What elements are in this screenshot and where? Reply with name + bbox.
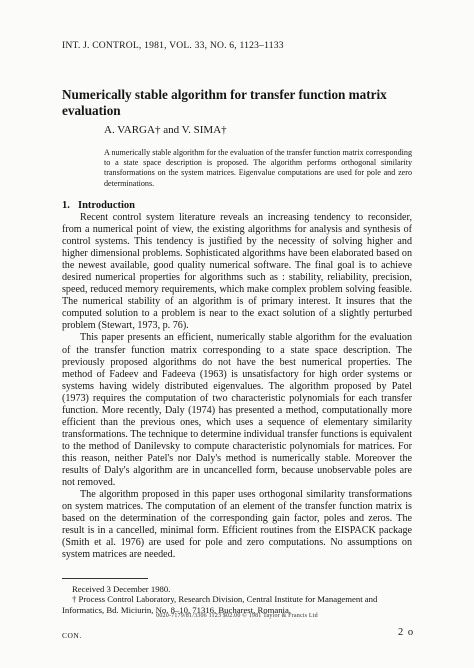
running-head: INT. J. CONTROL, 1981, VOL. 33, NO. 6, 1123–1133 bbox=[62, 40, 284, 51]
abstract: A numerically stable algorithm for the evaluation of the transfer function matrix corresponding to a state space description is proposed. The algorithm performs orthogonal similarity transformations on the system matrices. Eigenvalue computations are used for pole and zero determinations. bbox=[104, 148, 412, 188]
signature-mark: 2 o bbox=[398, 627, 415, 638]
authors: A. VARGA† and V. SIMA† bbox=[104, 124, 227, 136]
paragraph-3: The algorithm proposed in this paper uses orthogonal similarity transformations on system matrices. The computation of an element of the transfer function matrix is based on the determination of the corresponding gain factor, poles and zeros. The result is in a cancelled, minimal form. Efficient routines from the EISPACK package (Smith et al. 1976) are used for pole and zero computations. No assumptions on system matrices are needed. bbox=[62, 489, 412, 561]
section-title: Introduction bbox=[78, 200, 135, 211]
body-text bbox=[62, 212, 412, 561]
received-date: Received 3 December 1980. bbox=[72, 584, 171, 594]
paragraph-1: Recent control system literature reveals an increasing tendency to reconsider, from a numerical point of view, the existing algorithms for analysis and synthesis of control systems. This tendency is justified by the necessity of solving higher and higher dimensional problems. Sophisticated algorithms have been elaborated based on the newest available, good quality numerical software. The final goal is to achieve desired numerical properties for algorithms such as : stability, reliability, precision, speed, reduced memory requirements, which make complex problem solving feasible. The numerical stability of an algorithm is of primary interest. It insures that the computed solution to a problem is near to the exact solution of a slightly perturbed problem (Stewart, 1973, p. 76). bbox=[62, 212, 412, 332]
journal-code: CON. bbox=[62, 631, 82, 640]
paragraph-2: This paper presents an efficient, numerically stable algorithm for the evaluation of the transfer function matrix corresponding to a state space description. The previously proposed algorithms do not have the best numerical properties. The method of Fadeev and Fadeeva (1963) is unsatisfactory for high order systems or systems having widely distributed eigenvalues. The algorithm proposed by Patel (1973) requires the computation of two characteristic polynomials for each transfer function. More recently, Daly (1974) has presented a method, computationally more efficient than the previous ones, which uses a sequence of elementary similarity transformations. The technique to determine individual transfer functions is equivalent to the method of Danilevsky to compute characteristic polynomials for matrices. For this reason, neither Patel's nor Daly's method is numerically stable. Moreover the results of Daly's algorithm are in uncancelled form, because unobservable poles are not removed. bbox=[62, 332, 412, 489]
footnotes bbox=[62, 584, 416, 615]
section-heading bbox=[62, 200, 135, 211]
affiliation-footnote: † Process Control Laboratory, Research Division, Central Institute for Management and Informatics, Bd. Miciurin, No. 8–10, 71316, Bucharest, Romania. bbox=[62, 594, 378, 615]
footnote-divider bbox=[62, 578, 148, 579]
copyright-line: 0020-7179/81/3306 1123 $02.00 © 1981 Taylor & Francis Ltd bbox=[156, 613, 318, 619]
section-number: 1. bbox=[62, 200, 70, 211]
paper-title: Numerically stable algorithm for transfer function matrix evaluation bbox=[62, 87, 387, 118]
